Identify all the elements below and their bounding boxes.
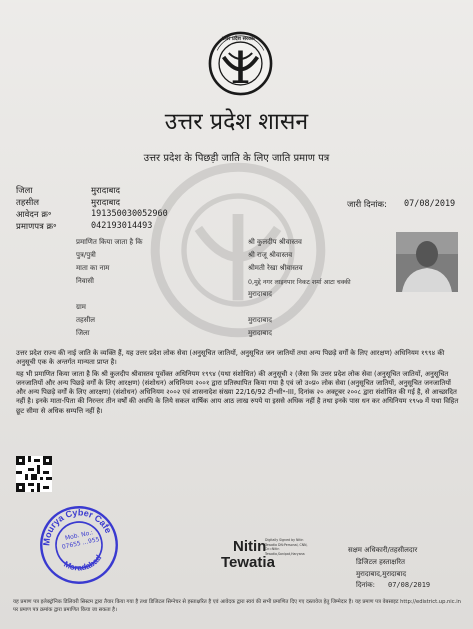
emblem-text: उत्तर प्रदेश सरकार [222,36,256,42]
tehsil-value: मुरादाबाद [91,198,121,208]
tehsil-label: तहसील [16,198,40,208]
officer-date-label: दिनांक: [356,581,375,589]
page-title: उत्तर प्रदेश शासन [164,109,309,135]
row-value: श्री कुलदीप श्रीवास्तव [248,238,302,246]
seal-center-text: Mob. No.: 07655 ...955 [61,529,101,551]
certify-table [76,238,388,338]
seal-top-text: Mourya Cyber Cafe [41,507,114,547]
row-label: माता का नाम [76,264,110,272]
application-number-value: 191350030052960 [91,209,168,219]
certificate-number-label: प्रमाणपत्र क्र॰ [16,222,57,232]
officer-location: मुरादाबाद,मुरादाबाद [356,570,407,578]
digitally-signed-label: डिजिटल हस्ताक्षरित [356,558,405,566]
officer-date-value: 07/08/2019 [388,581,431,589]
row-label: निवासी [76,277,94,285]
row-value: श्री राजू श्रीवास्तव [248,251,293,259]
row-label: पुत्र/पुत्री [76,251,96,259]
issue-date-label: जारी दिनांक: [347,200,387,210]
footer-note: यह प्रमाण पत्र इलेक्ट्रॉनिक डिलिवरी सिस्टम द्वारा तैयार किया गया है तथा डिजिटल सिग्नेचर से हस्ताक्षरित है एवं आवेदक द्वारा स्वयं की सभी प्रमाणित दिए गए दस्तावेज हेतु जिम्मेदार है। यह प्रमाण पत्र वेबसाइट http://edistrict.up.nic.in पर प्रमाण पत्र क्रमांक द्वारा प्रमाणित किया जा सकता है। [13,599,461,613]
signature-details: Digitally Signed by Nitin Tewatia DN:Personal, CNN, Cn=Nitin Tewatia,Sonipat,Haryana [265,538,308,556]
page-subtitle: उत्तर प्रदेश के पिछड़ी जाति के लिए जाति प्रमाण पत्र [143,153,330,164]
signer-name-line1: Nitin [233,538,267,555]
row-value: मुरादाबाद [248,290,272,298]
seal-bottom-text: Moradabad [62,553,104,573]
district-label: जिला [16,186,33,196]
district-value: मुरादाबाद [91,186,121,196]
issue-date-value: 07/08/2019 [404,199,456,209]
application-number-label: आवेदन क्र॰ [16,210,52,220]
body-paragraph: यह भी प्रमाणित किया जाता है कि श्री कुलदीप श्रीवास्तव पूर्वोक्त अधिनियम १९९४ (यथा संशोधित) की अनुसूची २ (जैसा कि उत्तर प्रदेश लोक सेवा (अनुसूचित जातियों, अनुसूचित जनजातियों और अन्य पिछड़े वर्गों के लिए आरक्षण) (संशोधन) अधिनियम २००१ द्वारा प्रतिस्थापित किया गया है एवं जो उ०प्र० लोक सेवा (अनुसूचित जातियों, अनुसूचित जनजातियों और अन्य पिछड़े वर्गों के लिए आरक्षण) (संशोधन) अधिनियम २००२ एवं शासनादेश संख्या 22/16/92 टी॰सी॰-III, दिनांक २० अक्टूबर २००८ द्वारा संशोधित की गई है, से आच्छादित नहीं है। इनके माता-पिता की निरन्तर तीन वर्षों की अवधि के लिये सकल वार्षिक आय आठ लाख रुपये या इससे अधिक नहीं है तथा इनके पास धन कर अधिनियम १९५७ में यथा विहित छूट सीमा से अधिक सम्पत्ति नहीं है। [16,369,459,415]
row-label: तहसील [76,316,95,324]
officer-designation: सक्षम अधिकारी/तहसीलदार [348,546,418,554]
row-label: ग्राम [76,303,86,311]
row-value: 0,मुद्दे नगर लाइनपार निकट शर्मा आटा चक्की [248,279,351,286]
signer-name-line2: Tewatia [221,554,275,571]
svg-text:Moradabad [61,552,105,576]
body-paragraph: उत्तर प्रदेश राज्य की नाई जाति के व्यक्ति हैं, यह उत्तर प्रदेश लोक सेवा (अनुसूचित जातियों, अनुसूचित जन जातियों तथा अन्य पिछड़े वर्गों के लिए आरक्षण) अधिनियम १९९४ की अनुसूची एक के अन्तर्गत मान्यता प्राप्त है। [16,349,445,367]
qr-code [16,456,52,492]
row-value: मुरादाबाद [248,329,272,337]
row-label: जिला [76,329,90,337]
certificate-body [16,349,462,418]
row-value: मुरादाबाद [248,316,272,324]
certificate-number-value: 042193014493 [91,221,153,231]
row-value: श्रीमती रेखा श्रीवास्तव [248,264,303,272]
applicant-photo [396,232,458,292]
row-label: प्रमाणित किया जाता है कि [76,238,143,246]
